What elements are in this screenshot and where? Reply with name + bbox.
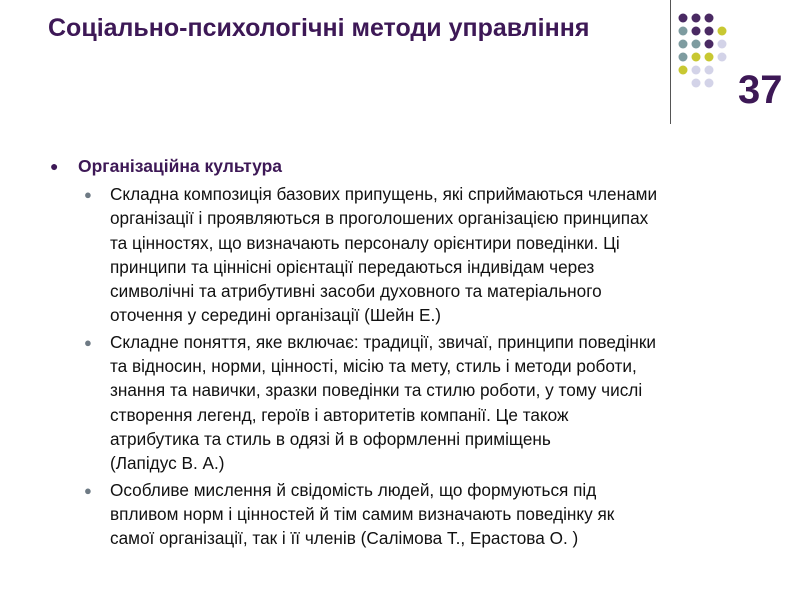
- sub-bullet-icon: ●: [84, 187, 92, 202]
- section-heading: Організаційна культура: [78, 156, 283, 176]
- decor-dot: [679, 40, 688, 49]
- decor-dot: [679, 27, 688, 36]
- text-line: Складна композиція базових припущень, які сприймаються членами: [110, 184, 658, 204]
- decor-dot: [679, 66, 688, 75]
- decor-dot: [705, 27, 714, 36]
- decor-dot: [718, 40, 727, 49]
- divider-line: [670, 0, 671, 124]
- decor-dot: [679, 14, 688, 23]
- main-bullet: [48, 155, 748, 177]
- text-line: створення легенд, героїв і авторитетів компанії. Це також: [110, 404, 569, 425]
- decor-dot: [692, 40, 701, 49]
- sub-bullet-2: [48, 330, 748, 476]
- decor-dot: [705, 40, 714, 49]
- decor-dot: [705, 79, 714, 88]
- sub-bullet-1: [48, 182, 748, 328]
- slide-content: [48, 155, 748, 552]
- text-line: атрибутика та стиль в одязі й в оформленні приміщень: [110, 428, 551, 449]
- dot-grid-decoration: [675, 10, 735, 110]
- text-line: Особливе мислення й свідомість людей, що формуються під: [110, 479, 597, 500]
- sub-bullet-icon: ●: [84, 482, 92, 498]
- text-line: та відносин, норми, цінності, місію та мету, стиль і методи роботи,: [110, 356, 637, 377]
- decor-dot: [692, 53, 701, 62]
- sub-bullet-icon: ●: [84, 334, 92, 350]
- text-line: принципи та ціннісні орієнтації передаються індивідам через: [110, 256, 595, 277]
- decor-dot: [718, 53, 727, 62]
- text-line: оточення у середині організації (Шейн Е.): [110, 305, 441, 326]
- decor-dot: [705, 14, 714, 23]
- text-line: Складне поняття, яке включає: традиції, звичаї, принципи поведінки: [110, 331, 656, 352]
- decor-dot: [692, 27, 701, 36]
- text-line: знання та навички, зразки поведінки та стилю роботи, у тому числі: [110, 380, 643, 401]
- text-line: (Лапідус В. А.): [110, 453, 225, 474]
- decor-dot: [692, 66, 701, 75]
- decor-dot: [718, 27, 727, 36]
- text-line: самої організації, так і її членів (Салімова Т., Ерастова О. ): [110, 528, 579, 549]
- text-line: впливом норм і цінностей й тім самим визначають поведінку як: [110, 503, 615, 524]
- text-line: та цінностях, що визначають персоналу орієнтири поведінки. Ці: [110, 232, 620, 253]
- sub-bullet-3: [48, 478, 748, 551]
- decor-dot: [692, 14, 701, 23]
- decor-dot: [705, 66, 714, 75]
- decor-dot: [705, 53, 714, 62]
- slide-title: Соціально-психологічні методи управління: [48, 14, 590, 42]
- decor-dot: [692, 79, 701, 88]
- slide-number: 37: [738, 68, 783, 112]
- text-line: символічні та атрибутивні засоби духовного та матеріального: [110, 281, 602, 302]
- bullet-icon: ●: [50, 158, 59, 174]
- decor-dot: [679, 53, 688, 62]
- text-line: організації і проявляються в проголошених організацією принципах: [110, 208, 649, 229]
